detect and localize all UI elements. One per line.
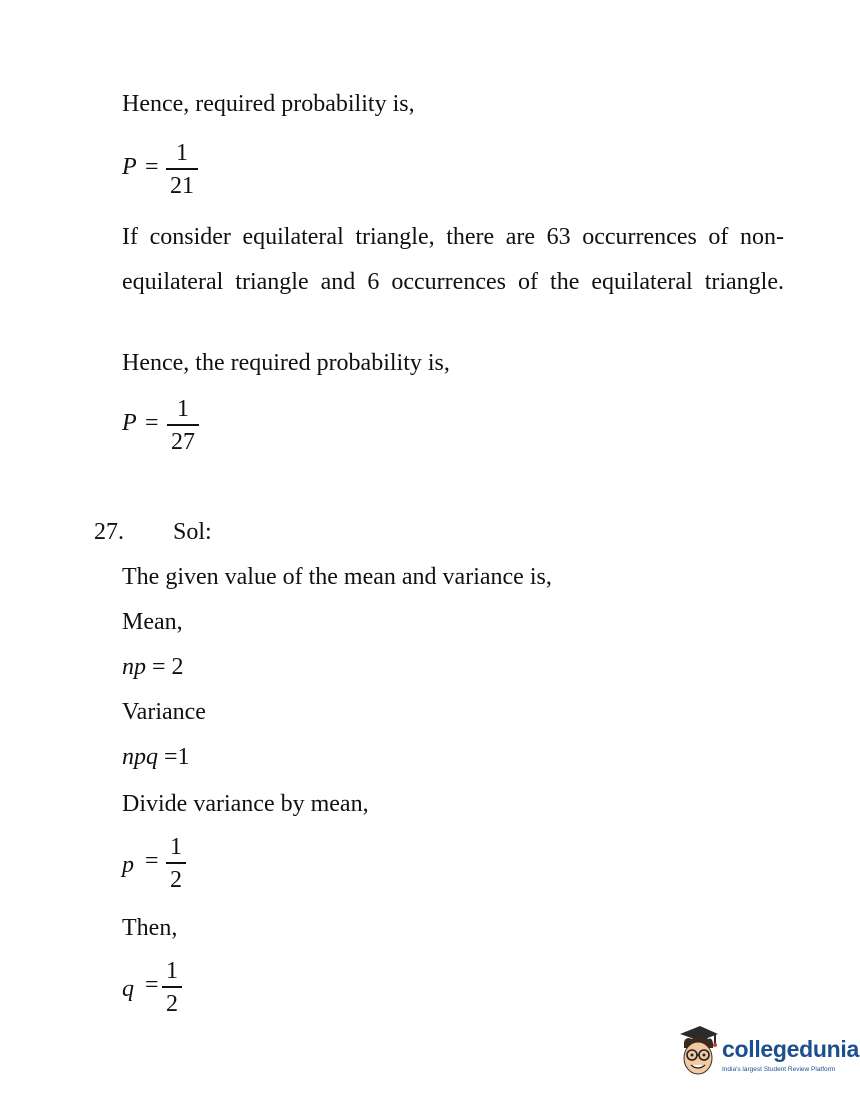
equation-lhs: P (122, 154, 137, 180)
equation-numerator: 1 (176, 140, 188, 166)
equation-numerator: 1 (166, 958, 178, 984)
equation-numerator: 1 (170, 834, 182, 860)
divide-text: Divide variance by mean, (122, 791, 369, 817)
probability-intro-text: Hence, required probability is, (122, 91, 415, 117)
equation-lhs: p (122, 852, 134, 878)
equilateral-paragraph: If consider equilateral triangle, there are 63 occurrences of non-equilateral triangle and 6 occurrences of the equilateral triangle. (122, 224, 784, 295)
fraction-bar (166, 862, 186, 864)
mean-variance-intro: The given value of the mean and variance is, (122, 564, 552, 590)
equation-lhs: npq (122, 744, 158, 770)
collegedunia-logo (676, 1022, 859, 1084)
fraction-bar (167, 424, 199, 426)
solution-label: Sol: (173, 519, 212, 545)
equation-operator: = (145, 410, 159, 436)
variance-equation (122, 743, 190, 771)
fraction-bar (166, 168, 198, 170)
mean-label: Mean, (122, 609, 183, 635)
mascot-icon (676, 1024, 720, 1082)
required-probability-text: Hence, the required probability is, (122, 350, 450, 376)
equation-denominator: 21 (170, 173, 194, 199)
question-number: 27. (94, 519, 124, 545)
equation-operator: = (145, 848, 159, 874)
logo-tagline: India's largest Student Review Platform (722, 1066, 836, 1073)
mean-equation (122, 653, 184, 681)
variance-label: Variance (122, 699, 206, 725)
fraction-bar (162, 986, 182, 988)
equation-rhs: =1 (164, 744, 190, 770)
equation-operator: = (145, 972, 159, 998)
equation-denominator: 2 (166, 991, 178, 1017)
equation-numerator: 1 (177, 396, 189, 422)
equation-lhs: q (122, 976, 134, 1002)
equation-denominator: 27 (171, 429, 195, 455)
equation-denominator: 2 (170, 867, 182, 893)
equation-rhs: = 2 (152, 654, 184, 680)
equation-lhs: np (122, 654, 146, 680)
equation-lhs: P (122, 410, 137, 436)
logo-wordmark: collegedunia (722, 1036, 859, 1062)
then-label: Then, (122, 915, 178, 941)
equation-operator: = (145, 154, 159, 180)
